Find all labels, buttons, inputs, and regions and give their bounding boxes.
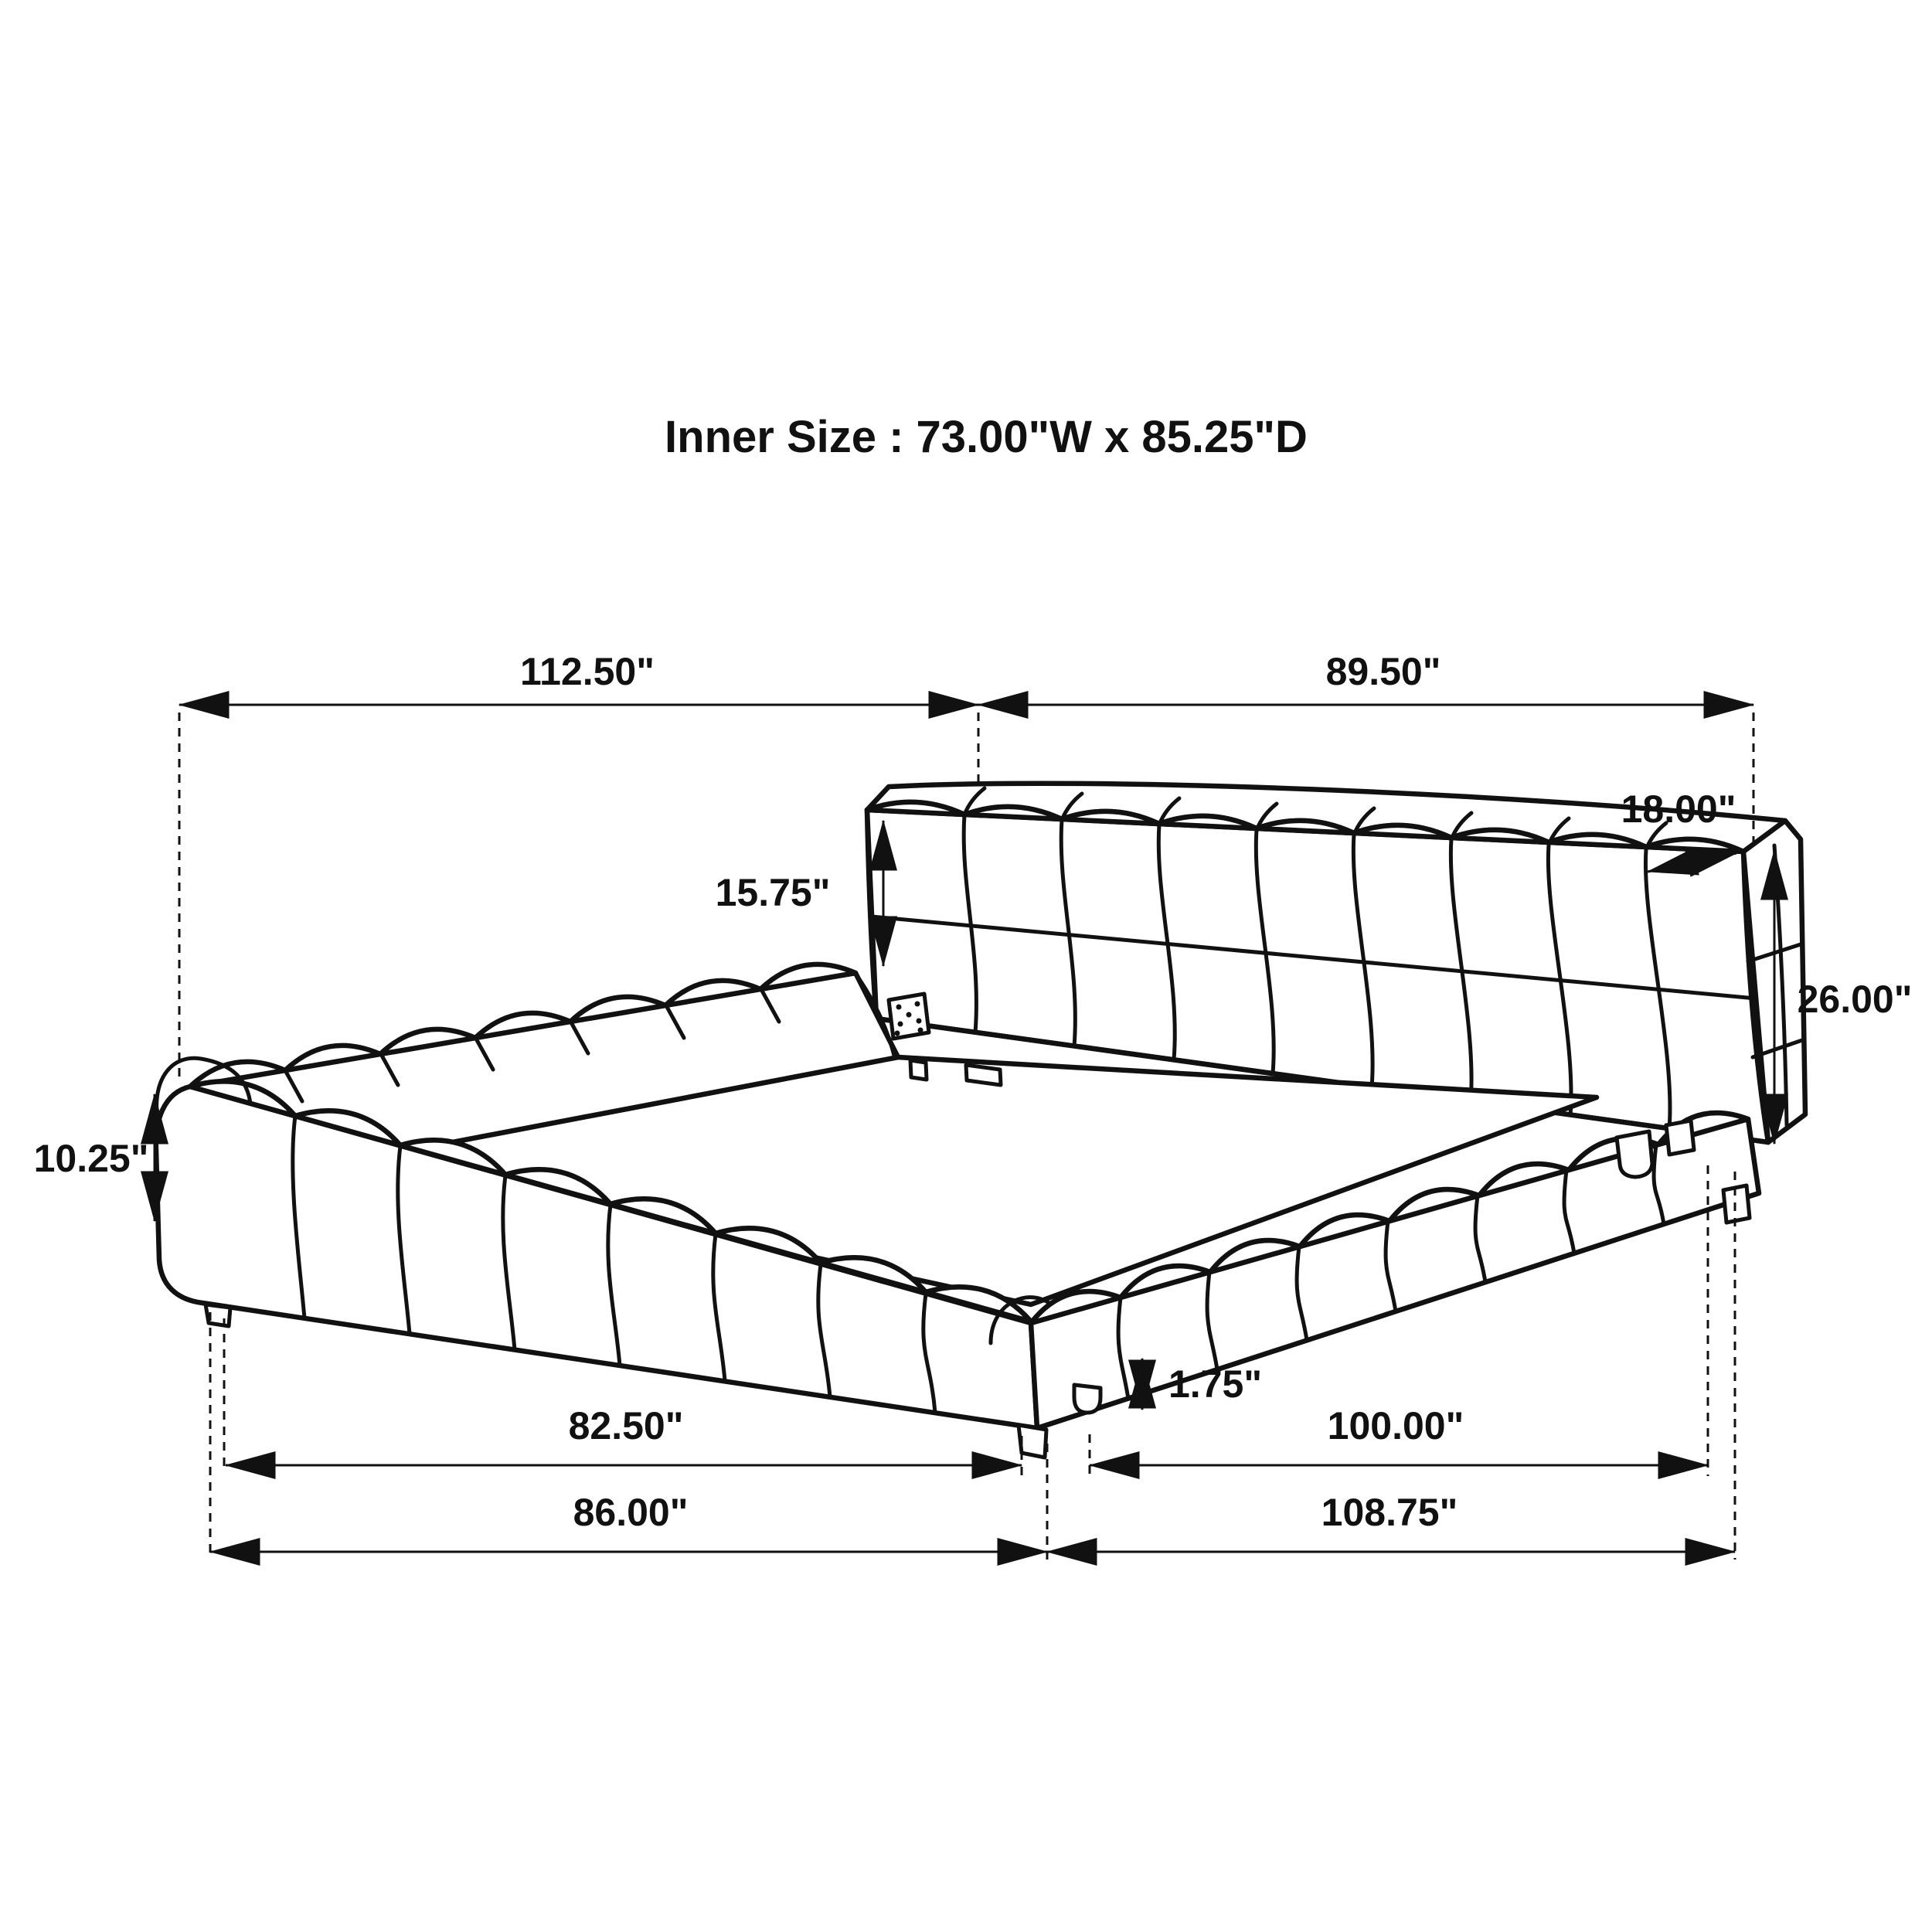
dim-label-headboard-panel-height: 15.75" [715, 871, 831, 914]
dim-label-outer-right: 108.75" [1321, 1491, 1458, 1534]
dim-inner-right [1090, 1404, 1708, 1465]
dim-width-left [179, 650, 978, 705]
dim-label-width-right: 89.50" [1325, 650, 1441, 693]
dim-label-inner-right: 100.00" [1327, 1404, 1464, 1447]
dim-label-width-left: 112.50" [520, 650, 655, 693]
dim-label-inner-left: 82.50" [568, 1404, 684, 1447]
bed-line-art [156, 784, 1805, 1458]
dim-label-headboard-depth: 18.00" [1621, 787, 1736, 831]
dim-label-leg-height: 1.75" [1168, 1362, 1263, 1406]
page-title: Inner Size : 73.00"W x 85.25"D [665, 412, 1308, 462]
mounting-bracket [889, 994, 929, 1039]
dim-width-right [978, 650, 1753, 705]
dim-outer-right [1047, 1491, 1735, 1552]
dim-outer-left [210, 1491, 1047, 1552]
dim-label-outer-left: 86.00" [573, 1491, 689, 1534]
dim-label-headboard-height: 26.00" [1797, 978, 1913, 1021]
dim-rail-height [34, 1094, 155, 1221]
dim-label-rail-height: 10.25" [33, 1137, 149, 1180]
dim-inner-left [226, 1404, 1022, 1465]
dim-headboard-panel-height [716, 821, 883, 966]
